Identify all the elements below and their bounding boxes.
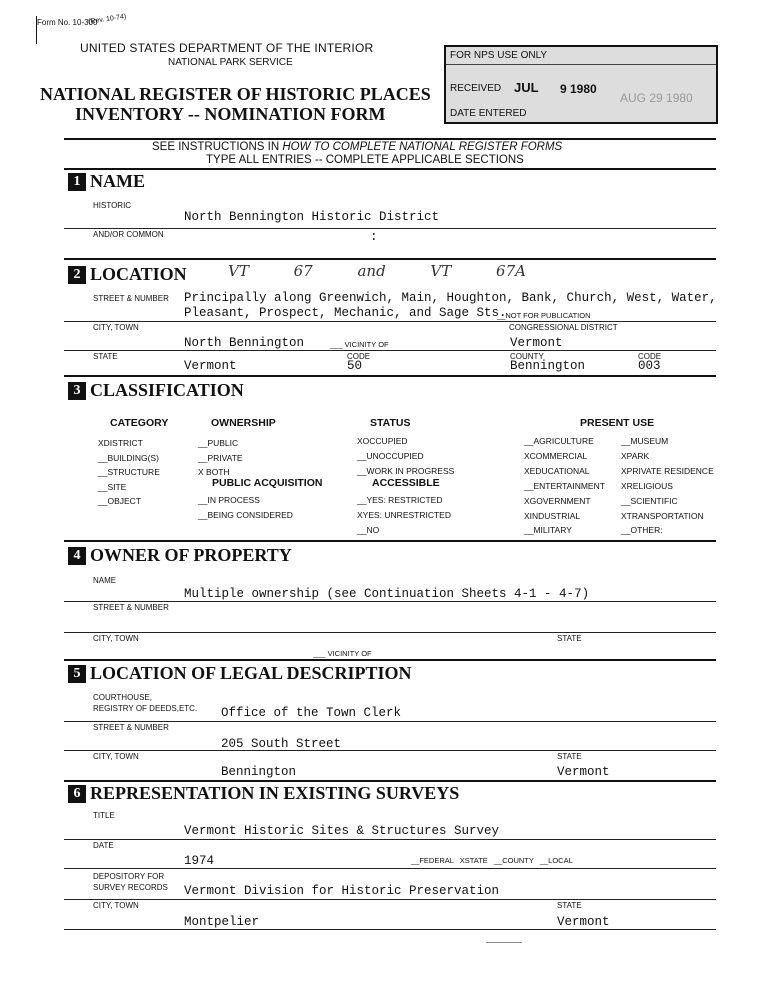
- header-rule: [64, 138, 716, 140]
- historic-label: HISTORIC: [93, 201, 132, 210]
- checkbox-item: XPRIVATE RESIDENCE: [621, 465, 714, 476]
- form-number: Form No. 10-300: [37, 18, 98, 27]
- depository-label-1: DEPOSITORY FOR: [93, 872, 165, 881]
- survey-levels: __FEDERAL XSTATE __COUNTY __LOCAL: [411, 856, 573, 865]
- section-1-number: 1: [68, 173, 86, 191]
- checkbox-item: __BEING CONSIDERED: [198, 510, 293, 520]
- section-rule: [64, 258, 716, 260]
- rule: [64, 868, 716, 869]
- state-label: STATE: [93, 352, 118, 361]
- street-line2: Pleasant, Prospect, Mechanic, and Sage Sts.: [184, 306, 507, 320]
- section-4-title: OWNER OF PROPERTY: [90, 545, 292, 565]
- rule: [64, 601, 716, 602]
- survey-city-value: Montpelier: [184, 915, 260, 929]
- section-6-number: 6: [68, 785, 86, 803]
- section-3-title: CLASSIFICATION: [90, 380, 244, 400]
- accessible-header: ACCESSIBLE: [372, 477, 440, 489]
- instructions-line2: TYPE ALL ENTRIES -- COMPLETE APPLICABLE SECTIONS: [206, 154, 524, 166]
- congressional-label: CONGRESSIONAL DISTRICT: [509, 323, 618, 332]
- section-1-title: NAME: [90, 171, 145, 191]
- checkbox-item: __PRIVATE: [198, 452, 243, 463]
- legal-city-value: Bennington: [221, 765, 297, 779]
- street-label: STREET & NUMBER: [93, 294, 169, 303]
- date-entered-stamp: AUG 29 1980: [620, 91, 693, 105]
- rule: [64, 228, 716, 229]
- received-label: RECEIVED: [450, 83, 502, 94]
- checkbox-item: XRELIGIOUS: [621, 480, 673, 491]
- county-label: COUNTY: [510, 352, 544, 361]
- legal-street-label: STREET & NUMBER: [93, 723, 169, 732]
- state-value: Vermont: [184, 359, 237, 373]
- city-value: North Bennington: [184, 336, 305, 350]
- present-use-header: PRESENT USE: [580, 417, 655, 429]
- vicinity-label: ___ VICINITY OF: [330, 340, 389, 349]
- rule: [64, 899, 716, 900]
- checkbox-item: XEDUCATIONAL: [524, 465, 590, 476]
- common-label: AND/OR COMMON: [93, 230, 164, 239]
- county-code-label: CODE: [638, 352, 662, 361]
- checkbox-item: __NO: [357, 525, 380, 535]
- historic-value: North Bennington Historic District: [184, 210, 440, 224]
- owner-state-label: STATE: [557, 634, 582, 643]
- checkbox-item: X BOTH: [198, 467, 230, 477]
- survey-date-value: 1974: [184, 854, 215, 868]
- owner-name-label: NAME: [93, 576, 117, 585]
- common-value: :: [370, 230, 378, 244]
- checkbox-item: XOCCUPIED: [357, 436, 408, 446]
- survey-title-value: Vermont Historic Sites & Structures Survey: [184, 824, 500, 838]
- section-5-number: 5: [68, 665, 86, 683]
- section-2-title: LOCATION: [90, 264, 187, 284]
- checkbox-item: __AGRICULTURE: [524, 436, 594, 446]
- congressional-value: Vermont: [510, 336, 563, 350]
- rule: [64, 632, 716, 633]
- section-rule: [64, 780, 716, 782]
- rule: [64, 929, 716, 930]
- received-month: JUL: [514, 80, 539, 95]
- received-day-year: 9 1980: [560, 82, 597, 96]
- form-margin-mark: [36, 16, 37, 44]
- checkbox-item: __STRUCTURE: [98, 467, 160, 477]
- checkbox-item: XPARK: [621, 450, 650, 461]
- nps-divider: [446, 64, 716, 65]
- owner-street-label: STREET & NUMBER: [93, 603, 169, 612]
- checkbox-item: __SITE: [98, 481, 127, 492]
- date-entered-label: DATE ENTERED: [450, 108, 527, 119]
- section-5-title: LOCATION OF LEGAL DESCRIPTION: [90, 663, 412, 683]
- code-label: CODE: [347, 352, 371, 361]
- courthouse-label-1: COURTHOUSE,: [93, 693, 152, 702]
- rule: [64, 750, 716, 751]
- department: UNITED STATES DEPARTMENT OF THE INTERIOR: [80, 41, 374, 55]
- section-rule: [64, 540, 716, 542]
- nps-header: FOR NPS USE ONLY: [450, 50, 548, 61]
- city-label: CITY, TOWN: [93, 323, 139, 332]
- checkbox-item: XTRANSPORTATION: [621, 510, 704, 521]
- status-header: STATUS: [370, 417, 411, 429]
- category-header: CATEGORY: [110, 417, 169, 429]
- checkbox-item: __SCIENTIFIC: [621, 495, 678, 506]
- owner-vicinity-label: ___ VICINITY OF: [313, 649, 372, 658]
- survey-date-label: DATE: [93, 841, 114, 850]
- county-value: Bennington: [510, 359, 586, 373]
- survey-state-value: Vermont: [557, 915, 610, 929]
- form-title-line2: INVENTORY -- NOMINATION FORM: [75, 104, 386, 124]
- section-6-title: REPRESENTATION IN EXISTING SURVEYS: [90, 783, 460, 803]
- checkbox-item: __BUILDING(S): [98, 452, 159, 463]
- page-mark: [486, 942, 522, 943]
- rule: [64, 350, 716, 351]
- courthouse-value: Office of the Town Clerk: [221, 706, 402, 720]
- rule: [64, 839, 716, 840]
- checkbox-item: XDISTRICT: [98, 438, 143, 448]
- depository-label-2: SURVEY RECORDS: [93, 883, 168, 892]
- section-rule: [64, 659, 716, 661]
- checkbox-item: __PUBLIC: [198, 438, 239, 448]
- section-2-number: 2: [68, 266, 86, 284]
- courthouse-label-2: REGISTRY OF DEEDS,ETC.: [93, 704, 198, 713]
- survey-state-label: STATE: [557, 901, 582, 910]
- nps-use-box: [444, 45, 718, 124]
- legal-state-value: Vermont: [557, 765, 610, 779]
- legal-state-label: STATE: [557, 752, 582, 761]
- checkbox-item: XINDUSTRIAL: [524, 510, 581, 521]
- rule: [64, 721, 716, 722]
- survey-title-label: TITLE: [93, 811, 115, 820]
- checkbox-item: XYES: UNRESTRICTED: [357, 510, 451, 520]
- instructions-line1: SEE INSTRUCTIONS IN HOW TO COMPLETE NATIONAL REGISTER FORMS: [152, 141, 563, 153]
- owner-name-value: Multiple ownership (see Continuation Sheets 4-1 - 4-7): [184, 587, 590, 601]
- survey-city-label: CITY, TOWN: [93, 901, 139, 910]
- checkbox-item: __WORK IN PROGRESS: [357, 466, 455, 476]
- checkbox-item: __OTHER:: [621, 525, 663, 536]
- form-title-line1: NATIONAL REGISTER OF HISTORIC PLACES: [40, 84, 431, 104]
- instructions-rule: [64, 168, 716, 170]
- owner-city-label: CITY, TOWN: [93, 634, 139, 643]
- section-rule: [64, 375, 716, 377]
- depository-value: Vermont Division for Historic Preservation: [184, 884, 500, 898]
- section-4-number: 4: [68, 547, 86, 565]
- checkbox-item: __MUSEUM: [621, 436, 669, 446]
- ownership-header: OWNERSHIP: [211, 417, 276, 429]
- legal-city-label: CITY, TOWN: [93, 752, 139, 761]
- legal-street-value: 205 South Street: [221, 737, 342, 751]
- location-handwritten-note: VT 67 and VT 67A: [228, 262, 526, 280]
- checkbox-item: __OBJECT: [98, 496, 141, 506]
- checkbox-item: __IN PROCESS: [198, 495, 260, 505]
- checkbox-item: __MILITARY: [524, 525, 572, 536]
- not-for-publication: __NOT FOR PUBLICATION: [497, 311, 591, 320]
- section-3-number: 3: [68, 382, 86, 400]
- code-value: 50: [347, 359, 363, 373]
- public-acquisition-header: PUBLIC ACQUISITION: [212, 477, 323, 489]
- checkbox-item: __UNOCCUPIED: [357, 451, 424, 461]
- checkbox-item: XGOVERNMENT: [524, 495, 591, 506]
- form-revision: (Rev. 10-74): [87, 13, 127, 26]
- service: NATIONAL PARK SERVICE: [168, 57, 293, 68]
- checkbox-item: __ENTERTAINMENT: [524, 480, 605, 491]
- checkbox-item: XCOMMERCIAL: [524, 450, 588, 461]
- checkbox-item: __YES: RESTRICTED: [357, 495, 443, 505]
- rule: [64, 321, 716, 322]
- county-code-value: 003: [638, 359, 661, 373]
- street-line1: Principally along Greenwich, Main, Houghton, Bank, Church, West, Water,: [184, 291, 717, 305]
